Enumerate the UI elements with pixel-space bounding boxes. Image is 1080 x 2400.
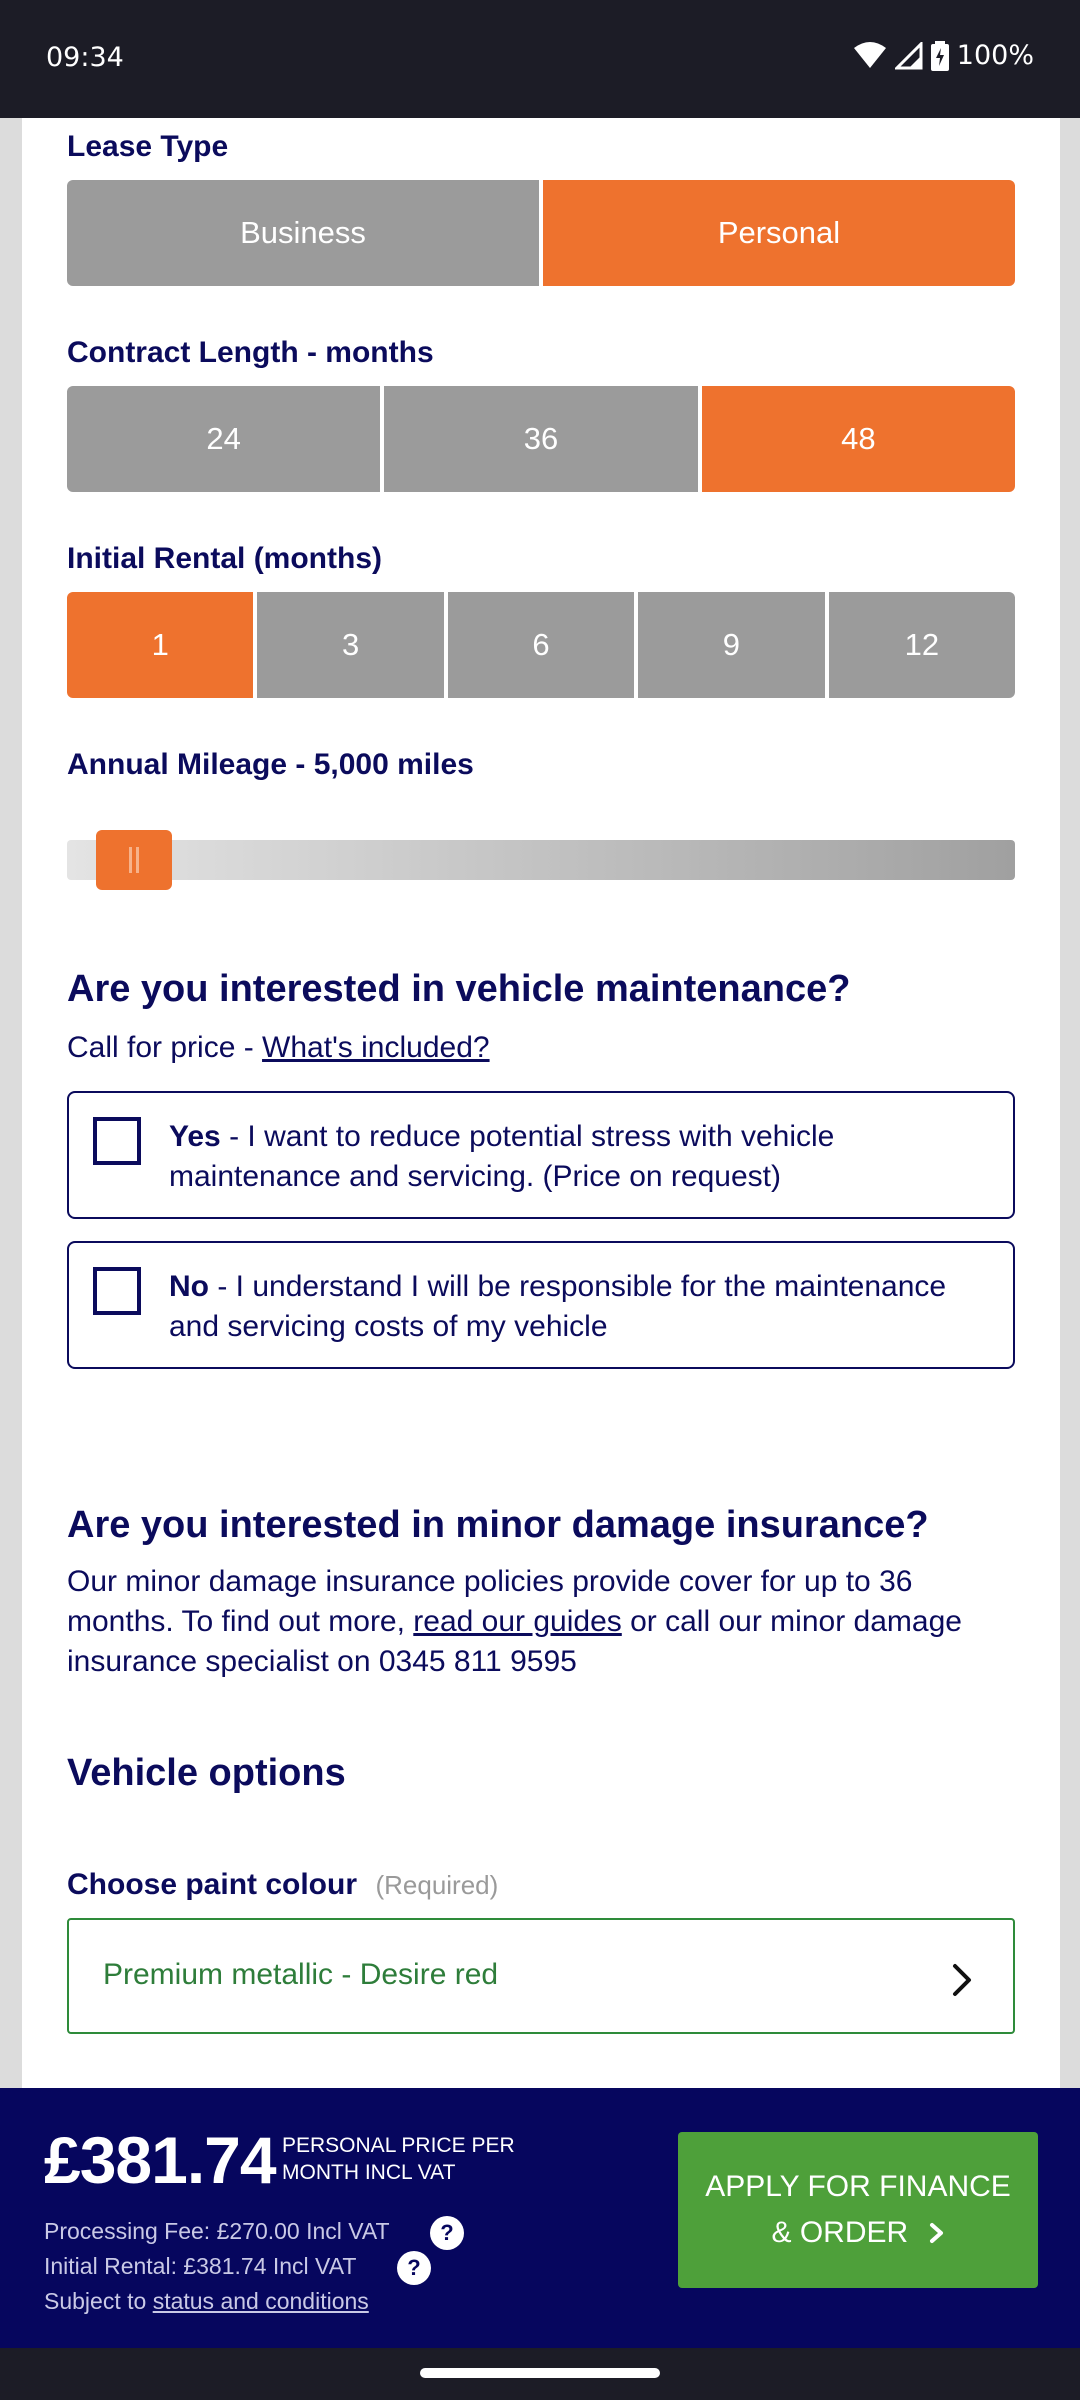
- vehicle-options-heading: Vehicle options: [67, 1752, 346, 1794]
- initial-rental-fee: Initial Rental: £381.74 Incl VAT: [44, 2253, 357, 2279]
- price-footer: [0, 2088, 1080, 2348]
- maintenance-heading: Are you interested in vehicle maintenance?: [67, 968, 851, 1010]
- paint-required-hint: (Required): [375, 1870, 499, 1900]
- price-description: [282, 2132, 515, 2186]
- system-nav-bar: [0, 2348, 1080, 2400]
- battery-percent: 100%: [956, 40, 1034, 71]
- read-guides-link[interactable]: read our guides: [413, 1605, 622, 1638]
- insurance-heading: Are you interested in minor damage insurance?: [67, 1504, 929, 1546]
- maintenance-no-option[interactable]: [67, 1241, 1015, 1369]
- apply-line-1: APPLY FOR FINANCE: [705, 2170, 1011, 2203]
- wifi-icon: [853, 42, 887, 70]
- maintenance-yes-checkbox[interactable]: [93, 1117, 141, 1165]
- battery-icon: [931, 41, 949, 71]
- no-description: - I understand I will be responsible for the maintenance and servicing costs of my vehicle: [169, 1270, 947, 1343]
- rental-9-button[interactable]: 9: [638, 592, 824, 698]
- contract-24-button[interactable]: 24: [67, 386, 380, 492]
- yes-description: - I want to reduce potential stress with vehicle maintenance and servicing. (Price on request): [169, 1120, 835, 1193]
- maintenance-yes-option[interactable]: [67, 1091, 1015, 1219]
- contract-48-button[interactable]: 48: [702, 386, 1015, 492]
- status-conditions-link[interactable]: status and conditions: [152, 2288, 369, 2314]
- initial-rental-toggle: [67, 592, 1015, 698]
- configurator-card: [22, 118, 1060, 2088]
- initial-rental-help-icon[interactable]: ?: [397, 2251, 431, 2285]
- lease-personal-button[interactable]: Personal: [543, 180, 1015, 286]
- paint-colour-select[interactable]: [67, 1918, 1015, 2034]
- chevron-right-icon: [951, 1962, 973, 1998]
- paint-colour-label-row: [67, 1868, 1015, 1902]
- subject-to-text: [44, 2288, 369, 2315]
- maintenance-no-text: [169, 1267, 983, 1347]
- rental-6-button[interactable]: 6: [448, 592, 634, 698]
- no-label: No: [169, 1270, 209, 1303]
- lease-type-label: Lease Type: [67, 130, 229, 163]
- apply-line-2-row: [678, 2210, 1038, 2256]
- status-bar: [0, 0, 1080, 118]
- yes-label: Yes: [169, 1120, 221, 1153]
- rental-12-button[interactable]: 12: [829, 592, 1015, 698]
- processing-fee-help-icon[interactable]: ?: [430, 2216, 464, 2250]
- maintenance-yes-text: [169, 1117, 983, 1197]
- price-desc-line-1: PERSONAL PRICE PER: [282, 2134, 515, 2157]
- signal-icon: [895, 42, 923, 70]
- monthly-price: £381.74: [44, 2123, 276, 2197]
- home-gesture-handle[interactable]: [420, 2368, 660, 2378]
- paint-colour-value: Premium metallic - Desire red: [103, 1958, 499, 1991]
- insurance-text-part-2: or call our minor damage insurance specialist on 0345 811 9595: [67, 1605, 962, 1678]
- annual-mileage-label: Annual Mileage - 5,000 miles: [67, 748, 474, 781]
- mileage-slider-track[interactable]: [67, 840, 1015, 880]
- chevron-right-icon: [929, 2222, 945, 2244]
- status-icons: [853, 40, 1034, 71]
- lease-type-toggle: [67, 180, 1015, 286]
- rental-3-button[interactable]: 3: [257, 592, 443, 698]
- apply-line-2: & ORDER: [771, 2216, 909, 2249]
- contract-36-button[interactable]: 36: [384, 386, 697, 492]
- mileage-slider-handle[interactable]: [96, 830, 172, 890]
- whats-included-link[interactable]: What's included?: [262, 1031, 490, 1064]
- maintenance-subtext: [67, 1028, 1015, 1068]
- contract-length-label: Contract Length - months: [67, 336, 434, 369]
- apply-for-finance-button[interactable]: [678, 2132, 1038, 2288]
- price-desc-line-2: MONTH INCL VAT: [282, 2161, 456, 2184]
- lease-business-button[interactable]: Business: [67, 180, 539, 286]
- insurance-text-part-1: Our minor damage insurance policies provide cover for up to 36 months. To find out more,: [67, 1565, 913, 1638]
- status-time: 09:34: [46, 42, 124, 73]
- insurance-text: [67, 1562, 1015, 1682]
- maintenance-no-checkbox[interactable]: [93, 1267, 141, 1315]
- subject-prefix: Subject to: [44, 2288, 153, 2314]
- initial-rental-label: Initial Rental (months): [67, 542, 382, 575]
- maintenance-call-text: Call for price -: [67, 1031, 263, 1064]
- contract-length-toggle: [67, 386, 1015, 492]
- rental-1-button[interactable]: 1: [67, 592, 253, 698]
- processing-fee: Processing Fee: £270.00 Incl VAT: [44, 2218, 390, 2244]
- paint-colour-label: Choose paint colour: [67, 1868, 358, 1901]
- page-scroll-area[interactable]: [0, 118, 1080, 2088]
